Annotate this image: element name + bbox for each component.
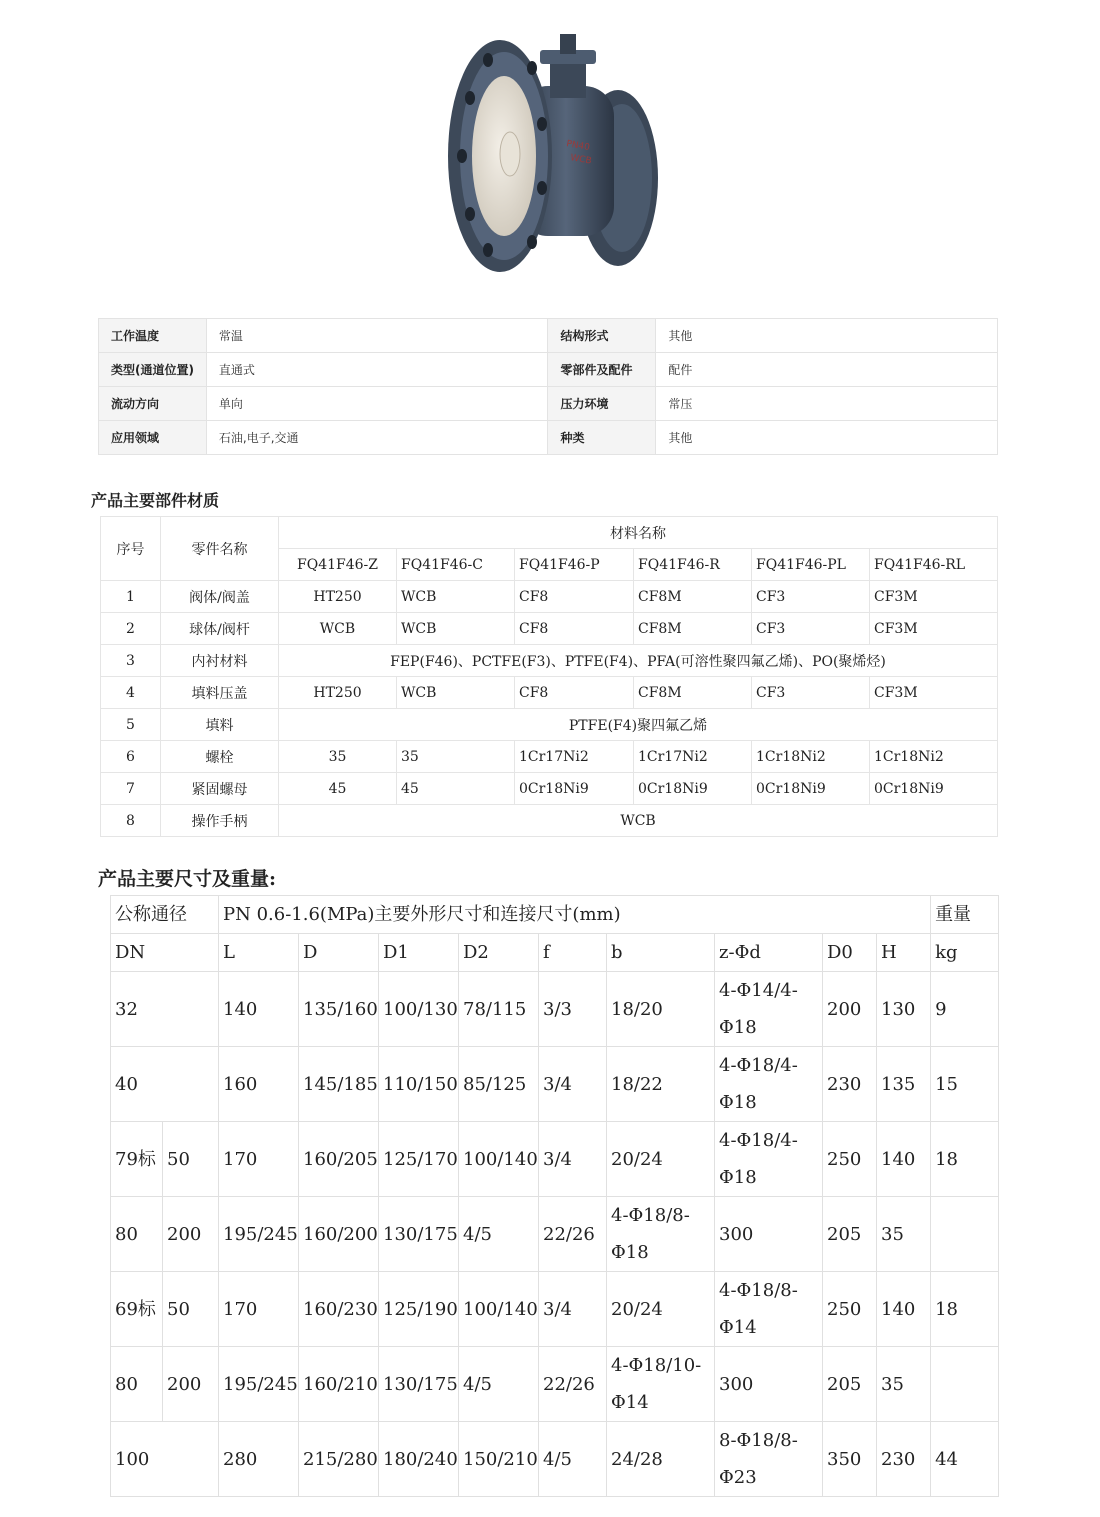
col-header: kg [931,934,999,972]
model-header: FQ41F46-P [515,549,634,581]
material-cell: CF8 [515,581,634,613]
table-row [101,805,998,837]
attr-key: 应用领域 [99,421,207,455]
material-cell: WCB [397,677,515,709]
material-cell: CF3M [870,677,998,709]
material-cell-merged: WCB [279,805,998,837]
dim-cell: 80 [111,1347,163,1422]
dim-cell: 80 [111,1197,163,1272]
part-name: 螺栓 [161,741,279,773]
row-no: 4 [101,677,161,709]
dim-cell: 180/240 [379,1422,459,1497]
dim-cell: 18 [931,1122,999,1197]
dim-cell: 280 [219,1422,299,1497]
dim-cell: 4/5 [459,1197,539,1272]
table-row [99,353,998,387]
row-no: 3 [101,645,161,677]
dim-cell: 18/20 [607,972,715,1047]
attr-key: 压力环境 [548,387,656,421]
dim-cell: 85/125 [459,1047,539,1122]
table-row [111,1122,999,1197]
dim-cell: 160/230 [299,1272,379,1347]
part-name: 紧固螺母 [161,773,279,805]
material-cell: CF8M [634,613,752,645]
material-cell: 35 [397,741,515,773]
dim-cell: 160 [219,1047,299,1122]
dim-cell: 4/5 [459,1347,539,1422]
dim-cell: 145/185 [299,1047,379,1122]
row-no: 7 [101,773,161,805]
dim-cell: 35 [877,1347,931,1422]
col-header: D [299,934,379,972]
row-no: 5 [101,709,161,741]
dim-cell: 4-Φ14/4-Φ18 [715,972,823,1047]
table-row [111,1422,999,1497]
dim-cell: 215/280 [299,1422,379,1497]
table-row [99,387,998,421]
materials-table [100,516,998,837]
dim-cell: 125/170 [379,1122,459,1197]
col-header: b [607,934,715,972]
attr-key: 结构形式 [548,319,656,353]
dim-cell: 3/4 [539,1047,607,1122]
attr-value: 其他 [656,421,998,455]
material-cell: 35 [279,741,397,773]
dim-cell: 160/205 [299,1122,379,1197]
table-row [101,677,998,709]
material-cell: 0Cr18Ni9 [870,773,998,805]
dimensions-table [110,895,999,1497]
dim-cell: 195/245 [219,1197,299,1272]
dim-cell: 24/28 [607,1422,715,1497]
dim-cell: 3/4 [539,1122,607,1197]
dim-cell: 160/210 [299,1347,379,1422]
material-cell: CF8M [634,677,752,709]
dim-cell: 4/5 [539,1422,607,1497]
part-name: 球体/阀杆 [161,613,279,645]
table-row [101,581,998,613]
dim-cell: 22/26 [539,1197,607,1272]
col-header: D1 [379,934,459,972]
material-cell: CF8 [515,613,634,645]
header-material-name: 材料名称 [279,517,998,549]
material-cell: WCB [397,613,515,645]
dim-cell: 200 [163,1347,219,1422]
header-part-name: 零件名称 [161,517,279,581]
material-cell: HT250 [279,677,397,709]
attr-key: 流动方向 [99,387,207,421]
attr-value: 单向 [206,387,548,421]
dim-cell: 130/175 [379,1347,459,1422]
attr-value: 其他 [656,319,998,353]
row-no: 6 [101,741,161,773]
dim-cell: 200 [163,1197,219,1272]
table-row [101,645,998,677]
table-row [101,517,998,549]
dim-cell: 250 [823,1122,877,1197]
attr-key: 类型(通道位置) [99,353,207,387]
material-cell: 45 [397,773,515,805]
dim-cell: 350 [823,1422,877,1497]
material-cell: 0Cr18Ni9 [752,773,870,805]
dim-cell: 195/245 [219,1347,299,1422]
dim-cell: 205 [823,1197,877,1272]
dim-cell: 135/160 [299,972,379,1047]
material-cell: 0Cr18Ni9 [634,773,752,805]
material-cell: CF3 [752,581,870,613]
dim-cell: 44 [931,1422,999,1497]
dim-cell: 50 [163,1272,219,1347]
material-cell-merged: FEP(F46)、PCTFE(F3)、PTFE(F4)、PFA(可溶性聚四氟乙烯)、PO(聚烯烃) [279,645,998,677]
dim-cell: 40 [111,1047,219,1122]
table-row [101,741,998,773]
model-header: FQ41F46-C [397,549,515,581]
col-header: z-Φd [715,934,823,972]
dim-cell: 150/210 [459,1422,539,1497]
part-name: 填料 [161,709,279,741]
dim-cell: 100/140 [459,1122,539,1197]
dim-cell: 160/200 [299,1197,379,1272]
table-row [111,1197,999,1272]
dim-cell: 170 [219,1272,299,1347]
material-cell: 45 [279,773,397,805]
material-cell: 0Cr18Ni9 [515,773,634,805]
part-name: 内衬材料 [161,645,279,677]
dim-cell: 205 [823,1347,877,1422]
dim-cell: 230 [823,1047,877,1122]
material-cell-merged: PTFE(F4)聚四氟乙烯 [279,709,998,741]
table-row [101,773,998,805]
dim-cell: 22/26 [539,1347,607,1422]
attr-key: 种类 [548,421,656,455]
material-cell: CF8 [515,677,634,709]
dim-cell: 4-Φ18/4-Φ18 [715,1122,823,1197]
dim-cell [931,1347,999,1422]
header-nominal-size: 公称通径 [111,896,219,934]
dim-cell: 140 [219,972,299,1047]
col-header: H [877,934,931,972]
dim-cell: 130/175 [379,1197,459,1272]
material-cell: CF3 [752,677,870,709]
dim-cell: 140 [877,1272,931,1347]
material-cell: CF8M [634,581,752,613]
dim-cell: 100/140 [459,1272,539,1347]
table-row [111,1347,999,1422]
valve-product-image [440,28,670,280]
dim-cell: 4-Φ18/10-Φ14 [607,1347,715,1422]
material-cell: CF3M [870,581,998,613]
material-cell: CF3M [870,613,998,645]
dim-cell: 230 [877,1422,931,1497]
table-row [111,1272,999,1347]
dim-cell: 4-Φ18/8-Φ14 [715,1272,823,1347]
attr-value: 常温 [206,319,548,353]
material-cell: 1Cr17Ni2 [634,741,752,773]
model-header: FQ41F46-RL [870,549,998,581]
part-name: 填料压盖 [161,677,279,709]
table-row [111,896,999,934]
dim-cell: 9 [931,972,999,1047]
model-header: FQ41F46-R [634,549,752,581]
material-cell: HT250 [279,581,397,613]
dim-cell: 18/22 [607,1047,715,1122]
product-attributes-table [98,318,998,455]
attr-value: 直通式 [206,353,548,387]
dim-cell: 15 [931,1047,999,1122]
attr-value: 常压 [656,387,998,421]
material-cell: WCB [397,581,515,613]
dim-cell: 125/190 [379,1272,459,1347]
dim-cell: 140 [877,1122,931,1197]
dim-cell: 135 [877,1047,931,1122]
dim-cell: 4-Φ18/8-Φ18 [607,1197,715,1272]
part-name: 操作手柄 [161,805,279,837]
dim-cell: 300 [715,1197,823,1272]
table-row [101,613,998,645]
dim-cell: 3/4 [539,1272,607,1347]
dim-cell: 130 [877,972,931,1047]
dim-cell: 20/24 [607,1122,715,1197]
dim-cell: 100/130 [379,972,459,1047]
table-row [111,972,999,1047]
model-header: FQ41F46-PL [752,549,870,581]
dim-cell: 4-Φ18/4-Φ18 [715,1047,823,1122]
materials-heading: 产品主要部件材质 [91,491,220,510]
dim-cell: 200 [823,972,877,1047]
table-row [111,1047,999,1122]
dim-cell: 50 [163,1122,219,1197]
dim-cell: 78/115 [459,972,539,1047]
table-row [99,421,998,455]
dim-cell: 8-Φ18/8-Φ23 [715,1422,823,1497]
attr-key: 零部件及配件 [548,353,656,387]
material-cell: CF3 [752,613,870,645]
header-main-dimensions: PN 0.6-1.6(MPa)主要外形尺寸和连接尺寸(mm) [219,896,931,934]
dim-cell: 3/3 [539,972,607,1047]
part-name: 阀体/阀盖 [161,581,279,613]
dim-cell: 110/150 [379,1047,459,1122]
material-cell: 1Cr18Ni2 [752,741,870,773]
svg-text:PN40: PN40 [565,139,591,154]
col-header: L [219,934,299,972]
dim-cell: 250 [823,1272,877,1347]
dim-cell: 18 [931,1272,999,1347]
dim-cell: 100 [111,1422,219,1497]
material-cell: 1Cr17Ni2 [515,741,634,773]
material-cell: 1Cr18Ni2 [870,741,998,773]
material-cell: WCB [279,613,397,645]
dim-cell [931,1197,999,1272]
row-no: 8 [101,805,161,837]
header-no: 序号 [101,517,161,581]
table-row [111,934,999,972]
col-header: D2 [459,934,539,972]
dim-cell: 170 [219,1122,299,1197]
attr-value: 配件 [656,353,998,387]
table-row [99,319,998,353]
attr-value: 石油,电子,交通 [206,421,548,455]
dim-cell: 20/24 [607,1272,715,1347]
dim-cell: 79标 [111,1122,163,1197]
attr-key: 工作温度 [99,319,207,353]
table-row [101,709,998,741]
col-header: DN [111,934,219,972]
header-weight: 重量 [931,896,999,934]
dimensions-heading: 产品主要尺寸及重量: [98,868,277,890]
svg-text:WCB: WCB [569,153,593,167]
col-header: f [539,934,607,972]
row-no: 1 [101,581,161,613]
dim-cell: 69标 [111,1272,163,1347]
dim-cell: 300 [715,1347,823,1422]
row-no: 2 [101,613,161,645]
col-header: D0 [823,934,877,972]
model-header: FQ41F46-Z [279,549,397,581]
dim-cell: 32 [111,972,219,1047]
dim-cell: 35 [877,1197,931,1272]
